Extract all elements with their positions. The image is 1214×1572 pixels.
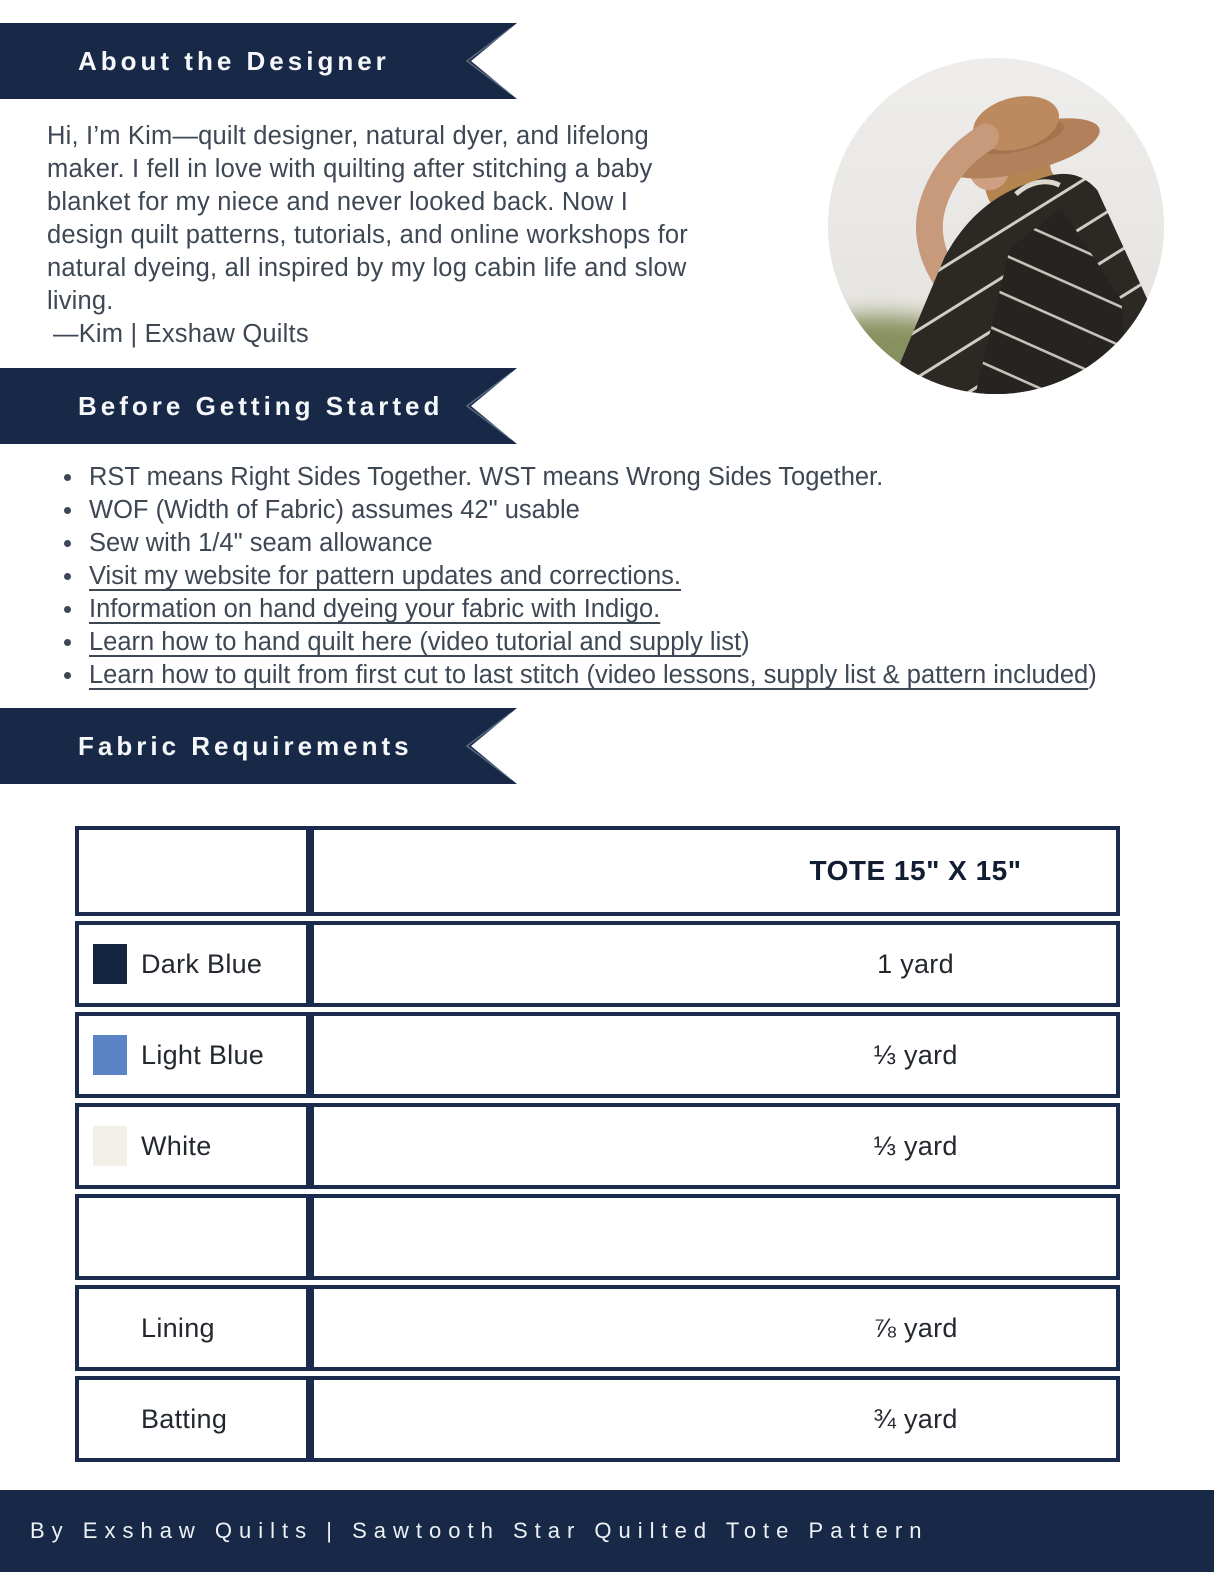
table-header-empty-cell	[75, 826, 310, 916]
yardage-cell	[310, 921, 1120, 1007]
bullet-link-item	[62, 626, 1172, 659]
about-designer-banner	[0, 23, 517, 99]
table-header-size-cell	[310, 826, 1120, 916]
inline-link[interactable]: Learn how to hand quilt here (video tutorial and supply list	[89, 628, 742, 656]
bullet-link-item	[62, 593, 1172, 626]
link-suffix: )	[741, 628, 750, 656]
designer-bio	[47, 120, 697, 351]
fabric-name: Lining	[141, 1312, 215, 1343]
inline-link[interactable]: Information on hand dyeing your fabric with Indigo.	[89, 595, 661, 623]
footer-bar	[0, 1490, 1214, 1572]
fabric-requirements-table	[75, 826, 1120, 1467]
fabric-table-row	[75, 1285, 1120, 1371]
before-list	[62, 461, 1172, 692]
yardage-value: ⅞ yard	[873, 1312, 958, 1343]
bio-text: Hi, I’m Kim—quilt designer, natural dyer, and lifelong maker. I fell in love with quilting after stitching a baby blanket for my niece and never looked back. Now I design quilt patterns, tutorials, and online workshops for natural dyeing, all inspired by my log cabin life and slow living.	[47, 122, 688, 315]
yardage-cell	[310, 1194, 1120, 1280]
photo-hand	[973, 124, 999, 150]
fabric-label-cell	[75, 1103, 310, 1189]
fabric-label-cell	[75, 1285, 310, 1371]
yardage-cell	[310, 1103, 1120, 1189]
section-title: Before Getting Started	[78, 391, 444, 421]
color-swatch	[93, 1126, 127, 1166]
bullet-item: WOF (Width of Fabric) assumes 42" usable	[62, 494, 1172, 527]
inline-link[interactable]: Learn how to quilt from first cut to last stitch (video lessons, supply list & pattern included	[89, 661, 1089, 689]
fabric-table-row	[75, 1103, 1120, 1189]
yardage-value: 1 yard	[877, 948, 954, 979]
fabric-table-row	[75, 1194, 1120, 1280]
bullet-link-item	[62, 560, 1172, 593]
fabric-name: White	[141, 1130, 212, 1161]
fabric-label-cell	[75, 1012, 310, 1098]
fabric-requirements-banner	[0, 708, 517, 784]
fabric-label-cell	[75, 921, 310, 1007]
yardage-cell	[310, 1376, 1120, 1462]
fabric-name: Batting	[141, 1403, 228, 1434]
yardage-cell	[310, 1012, 1120, 1098]
fabric-table-row	[75, 1012, 1120, 1098]
bullet-item: RST means Right Sides Together. WST means Wrong Sides Together.	[62, 461, 1172, 494]
fabric-table-row	[75, 1376, 1120, 1462]
fabric-label-cell	[75, 1194, 310, 1280]
bullet-link-item	[62, 659, 1172, 692]
fabric-label-cell	[75, 1376, 310, 1462]
fabric-table-row	[75, 921, 1120, 1007]
size-column-header: TOTE 15" X 15"	[809, 855, 1022, 886]
yardage-cell	[310, 1285, 1120, 1371]
designer-photo	[827, 57, 1165, 395]
bullet-item: Sew with 1/4" seam allowance	[62, 527, 1172, 560]
color-swatch	[93, 1035, 127, 1075]
table-body	[75, 921, 1120, 1462]
table-header-row	[75, 826, 1120, 916]
section-title: Fabric Requirements	[78, 731, 413, 761]
yardage-value: ⅓ yard	[873, 1039, 958, 1070]
yardage-value: ¾ yard	[873, 1403, 958, 1434]
section-title: About the Designer	[78, 46, 390, 76]
link-suffix: )	[1088, 661, 1097, 689]
inline-link[interactable]: Visit my website for pattern updates and corrections.	[89, 562, 681, 590]
color-swatch	[93, 944, 127, 984]
fabric-name: Light Blue	[141, 1039, 265, 1070]
footer-text: By Exshaw Quilts | Sawtooth Star Quilted Tote Pattern	[30, 1518, 929, 1543]
before-started-banner	[0, 368, 517, 444]
yardage-value: ⅓ yard	[873, 1130, 958, 1161]
bio-signature: —Kim | Exshaw Quilts	[53, 320, 309, 348]
fabric-name: Dark Blue	[141, 948, 263, 979]
